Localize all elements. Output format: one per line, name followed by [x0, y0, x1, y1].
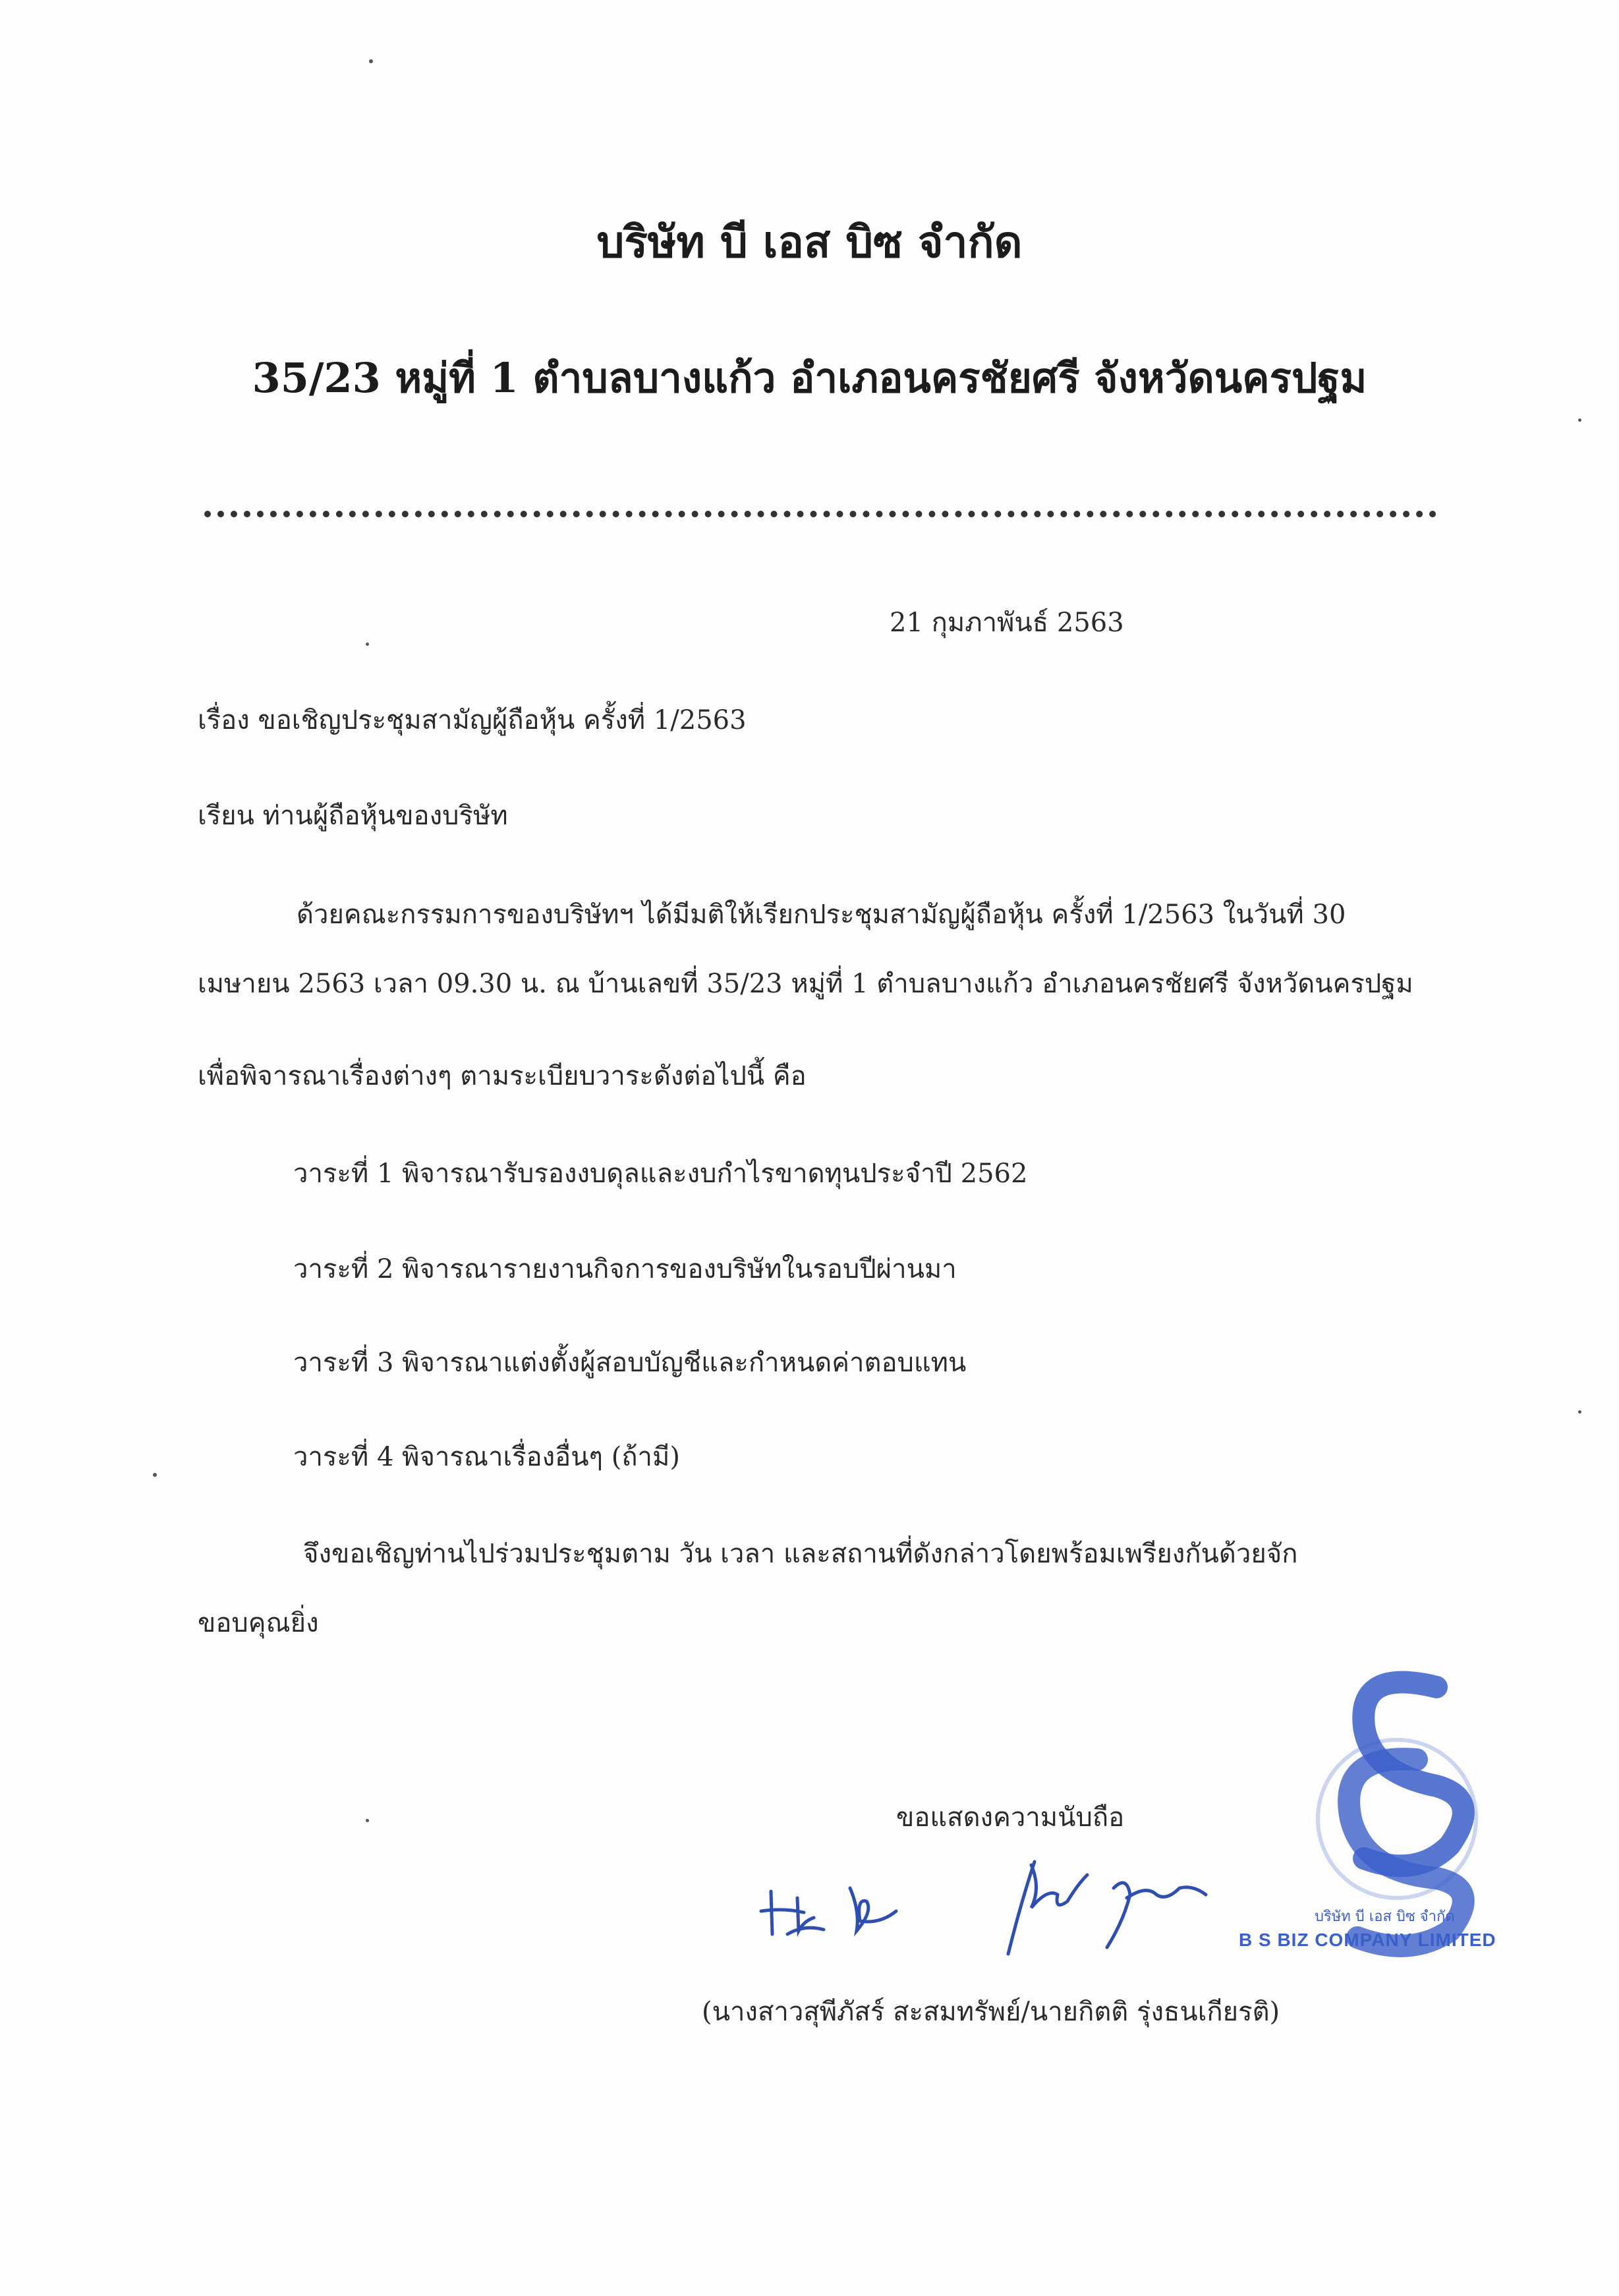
body-line: เมษายน 2563 เวลา 09.30 น. ณ บ้านเลขที่ 35/23 หมู่ที่ 1 ตำบลบางแก้ว อำเภอนครชัยศรี จังหวัดนครปฐม: [198, 969, 1413, 999]
scan-speck: [369, 59, 373, 63]
signature-1: [758, 1872, 903, 1944]
dotted-separator: [204, 511, 1436, 517]
scan-speck: [1578, 1410, 1581, 1414]
stamp-english-text: B S BIZ COMPANY LIMITED: [1239, 1930, 1496, 1950]
agenda-item-2: วาระที่ 2 พิจารณารายงานกิจการของบริษัทในรอบปีผ่านมา: [293, 1254, 957, 1284]
scan-speck: [153, 1473, 157, 1477]
company-name: บริษัท บี เอส บิซ จำกัด: [596, 216, 1023, 268]
body-line: เพื่อพิจารณาเรื่องต่างๆ ตามระเบียบวาระดังต่อไปนี้ คือ: [198, 1061, 807, 1091]
regards-text: ขอแสดงความนับถือ: [896, 1802, 1125, 1833]
agenda-item-4: วาระที่ 4 พิจารณาเรื่องอื่นๆ (ถ้ามี): [293, 1442, 680, 1472]
body-line: ด้วยคณะกรรมการของบริษัทฯ ได้มีมติให้เรียกประชุมสามัญผู้ถือหุ้น ครั้งที่ 1/2563 ในวันที่ 30: [297, 900, 1346, 930]
closing-line: ขอบคุณยิ่ง: [198, 1608, 319, 1638]
signature-2: [995, 1849, 1212, 1961]
letter-date: 21 กุมภาพันธ์ 2563: [890, 608, 1124, 638]
stamp-thai-text: บริษัท บี เอส บิซ จำกัด: [1315, 1909, 1455, 1925]
closing-line: จึงขอเชิญท่านไปร่วมประชุมตาม วัน เวลา และสถานที่ดังกล่าวโดยพร้อมเพรียงกันด้วยจัก: [303, 1539, 1298, 1569]
signer-names: (นางสาวสุพีภัสร์ สะสมทรัพย์/นายกิตติ รุ่งธนเกียรติ): [702, 1997, 1280, 2027]
agenda-item-3: วาระที่ 3 พิจารณาแต่งตั้งผู้สอบบัญชีและกำหนดค่าตอบแทน: [293, 1348, 967, 1378]
scan-speck: [366, 643, 369, 646]
letter-recipient: เรียน ท่านผู้ถือหุ้นของบริษัท: [198, 801, 508, 831]
agenda-item-1: วาระที่ 1 พิจารณารับรองงบดุลและงบกำไรขาดทุนประจำปี 2562: [293, 1159, 1028, 1189]
letter-subject: เรื่อง ขอเชิญประชุมสามัญผู้ถือหุ้น ครั้งที่ 1/2563: [198, 705, 747, 735]
scan-speck: [1578, 418, 1581, 422]
scan-speck: [366, 1819, 369, 1822]
company-address: 35/23 หมู่ที่ 1 ตำบลบางแก้ว อำเภอนครชัยศรี จังหวัดนครปฐม: [252, 354, 1367, 402]
